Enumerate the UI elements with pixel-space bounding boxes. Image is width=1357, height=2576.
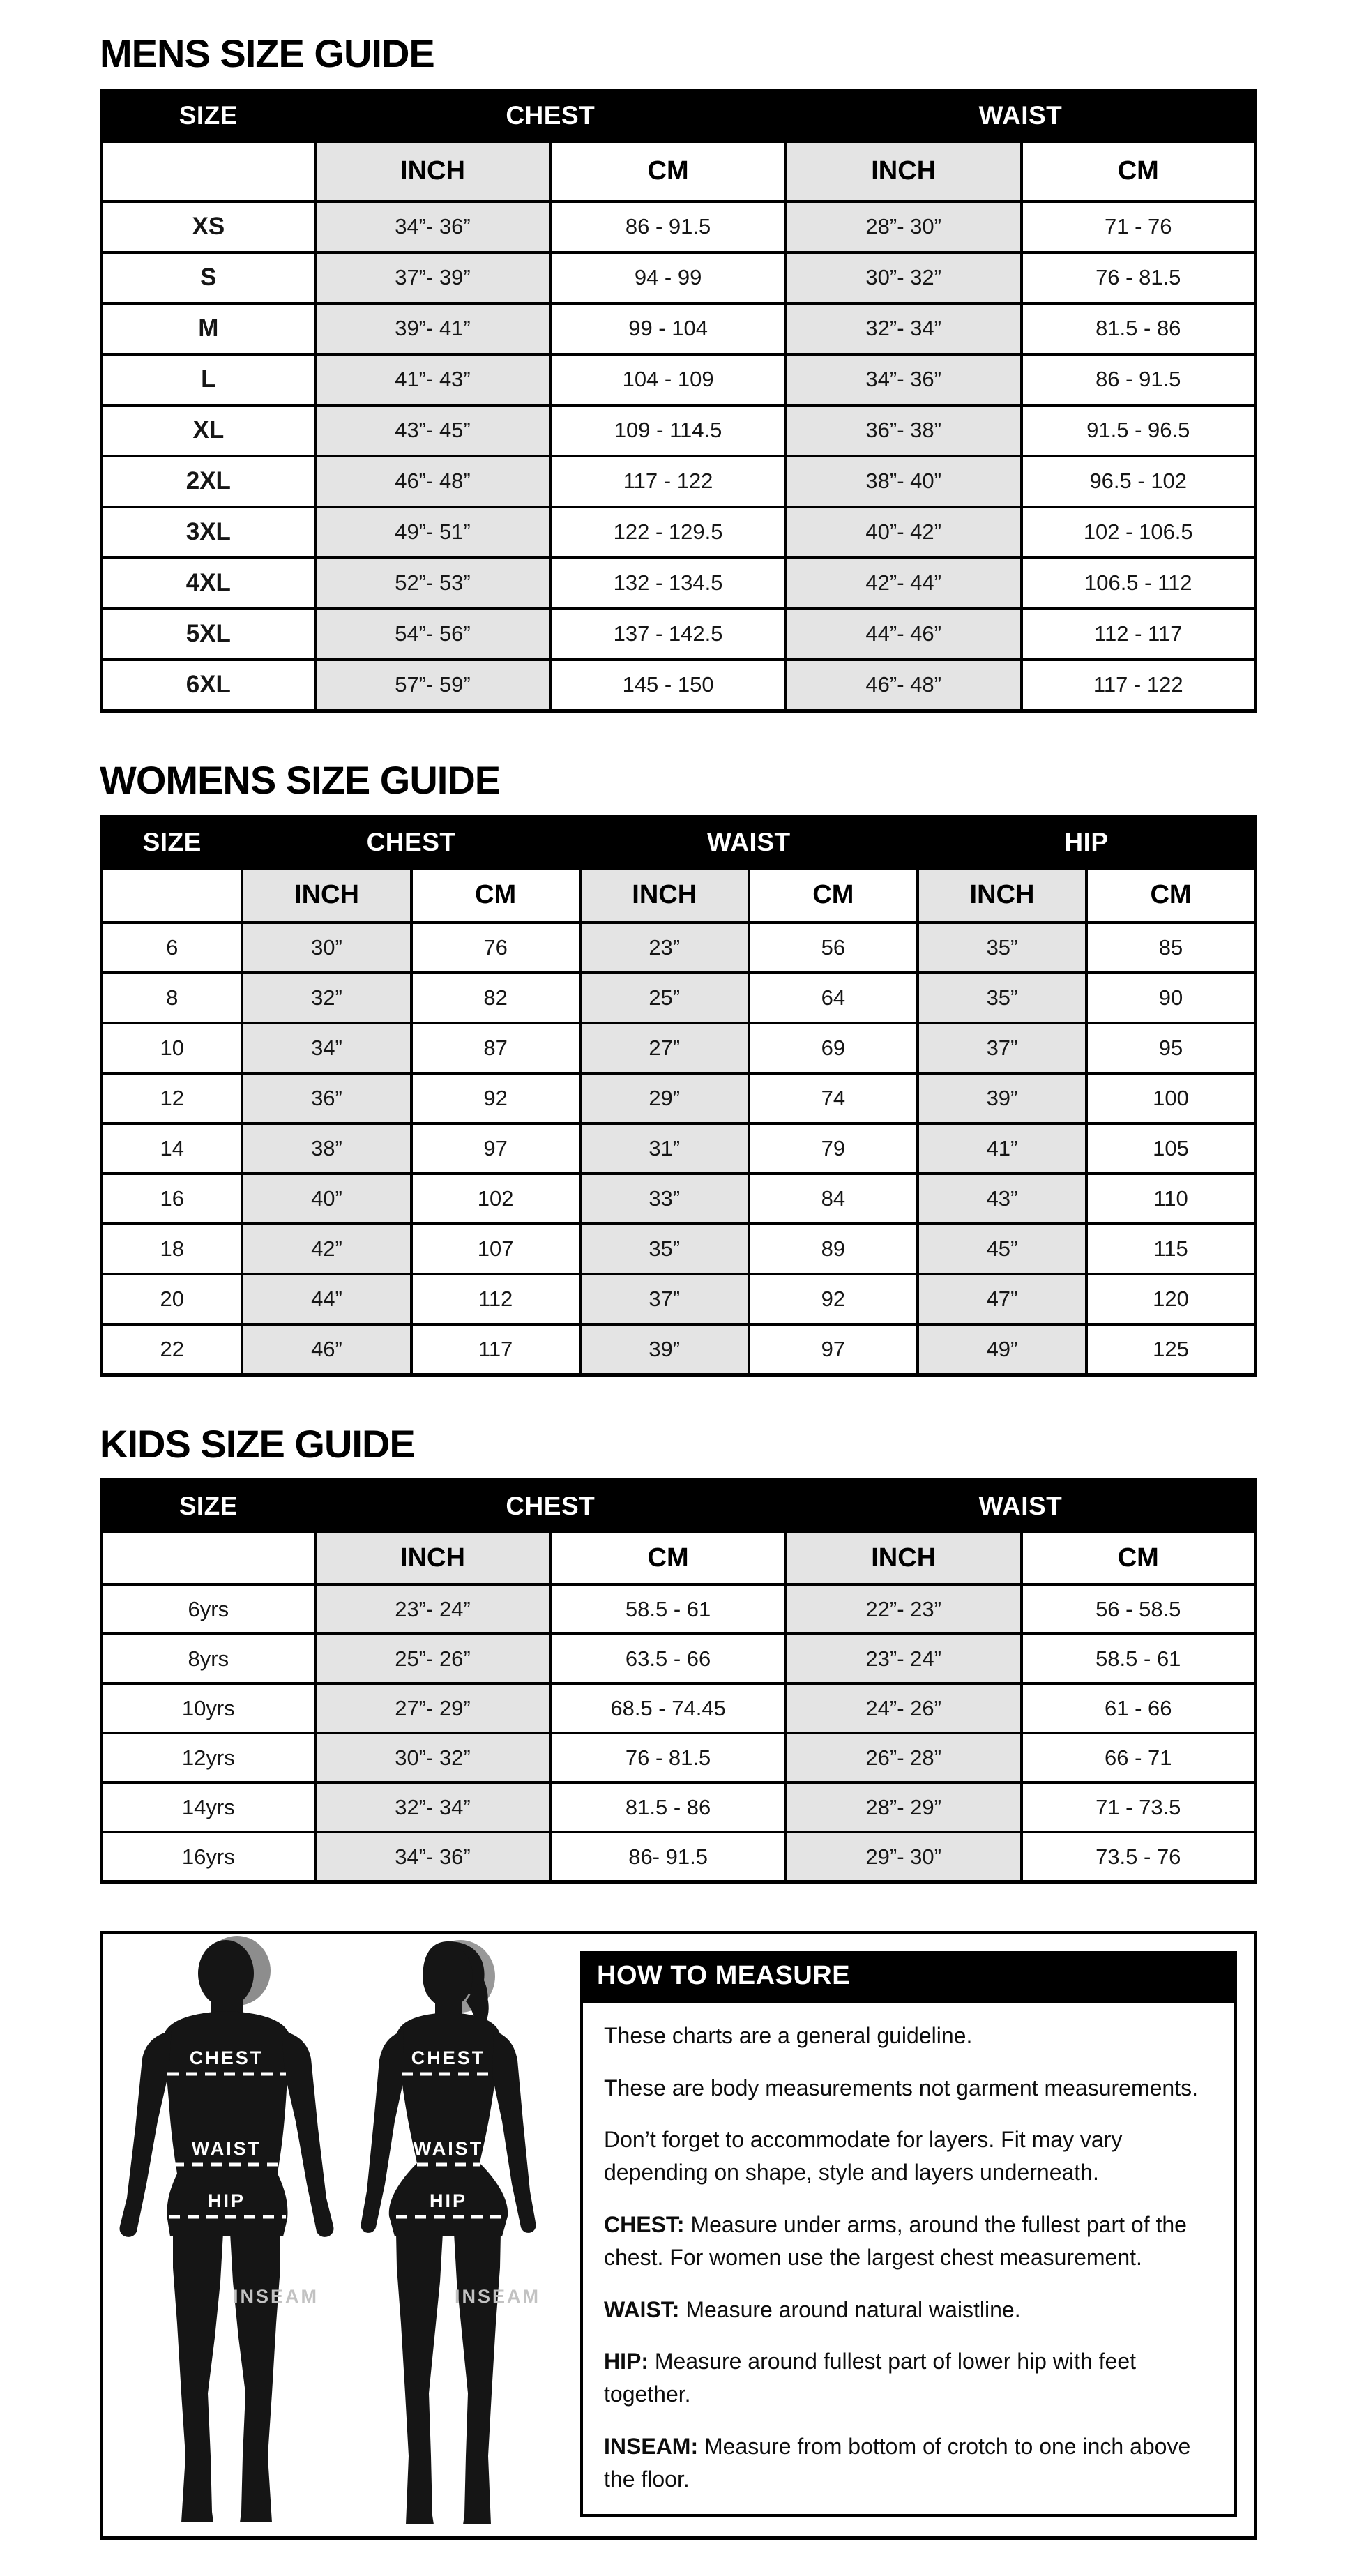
value-cell: 26”- 28” [786,1733,1022,1782]
measure-inseam-instruction: INSEAM: Measure from bottom of crotch to one inch above the floor. [604,2433,1191,2492]
female-head [423,1945,473,2008]
value-cell: 117 - 122 [550,456,786,507]
womens-size-guide-title: WOMENS SIZE GUIDE [100,757,501,802]
value-cell: 32” [242,973,411,1023]
male-silhouette [120,1936,334,2522]
value-cell: 94 - 99 [550,252,786,303]
value-cell: 105 [1086,1123,1255,1174]
measure-note: Don’t forget to accommodate for layers. Fit may vary depending on shape, style and layers underneath. [604,2127,1123,2185]
value-cell: 115 [1086,1224,1255,1274]
size-cell: L [102,354,315,405]
value-cell: 125 [1086,1324,1255,1375]
unit-header-blank [102,868,243,923]
mens-size-guide-section [100,33,1257,713]
value-cell: 104 - 109 [550,354,786,405]
measurement-figures [103,1934,580,2534]
value-cell: 29”- 30” [786,1832,1022,1882]
table-row [102,1324,1256,1375]
value-cell: 24”- 26” [786,1683,1022,1733]
value-cell: 122 - 129.5 [550,507,786,558]
value-cell: 100 [1086,1073,1255,1123]
value-cell: 63.5 - 66 [550,1634,786,1683]
column-group-hip: HIP [918,817,1256,868]
how-to-measure-panel [580,1951,1237,2517]
body-silhouettes-image [103,1934,580,2534]
value-cell: 102 - 106.5 [1022,507,1256,558]
value-cell: 112 - 117 [1022,609,1256,660]
size-cell: 5XL [102,609,315,660]
table-row [102,1274,1256,1324]
value-cell: 97 [411,1123,580,1174]
male-chest-label: CHEST [189,2047,264,2069]
value-cell: 42”- 44” [786,558,1022,609]
size-cell: 10 [102,1023,243,1073]
female-right-leg [454,2233,501,2524]
value-cell: 34”- 36” [315,1832,551,1882]
value-cell: 54”- 56” [315,609,551,660]
unit-header-cm: CM [411,868,580,923]
value-cell: 34” [242,1023,411,1073]
table-row [102,252,1256,303]
value-cell: 132 - 134.5 [550,558,786,609]
unit-header-cm: CM [550,1531,786,1584]
size-cell: XS [102,202,315,252]
value-cell: 56 - 58.5 [1022,1584,1256,1634]
page [100,0,1257,2540]
table-row [102,1733,1256,1782]
womens-size-guide-section [100,757,1257,1377]
kids-size-guide-title: KIDS SIZE GUIDE [100,1421,415,1466]
value-cell: 25”- 26” [315,1634,551,1683]
column-group-size: SIZE [102,90,315,142]
value-cell: 32”- 34” [786,303,1022,354]
measure-chest-instruction: CHEST: Measure under arms, around the fullest part of the chest. For women use the largest chest measurement. [604,2211,1187,2271]
column-group-chest: CHEST [242,817,579,868]
measure-note: These charts are a general guideline. [604,2023,973,2049]
value-cell: 73.5 - 76 [1022,1832,1256,1882]
size-cell: 10yrs [102,1683,315,1733]
how-to-measure-box [100,1931,1257,2540]
value-cell: 79 [749,1123,918,1174]
unit-header-cm: CM [749,868,918,923]
value-cell: 43”- 45” [315,405,551,456]
female-left-leg [396,2233,443,2524]
how-to-measure-title: HOW TO MEASURE [580,1951,1237,2001]
value-cell: 23”- 24” [786,1634,1022,1683]
value-cell: 27” [580,1023,749,1073]
value-cell: 35” [918,923,1086,973]
column-group-chest: CHEST [315,1480,786,1532]
male-hip-label: HIP [207,2190,246,2212]
value-cell: 52”- 53” [315,558,551,609]
value-cell: 85 [1086,923,1255,973]
column-group-size: SIZE [102,1480,315,1532]
unit-header-inch: INCH [315,1531,551,1584]
male-waist-label: WAIST [191,2138,262,2160]
value-cell: 37”- 39” [315,252,551,303]
unit-header-blank [102,142,315,202]
table-row [102,1584,1256,1634]
table-row [102,354,1256,405]
measure-note: These are body measurements not garment measurements. [604,2075,1198,2100]
mens-size-table [100,89,1257,713]
size-cell: 16 [102,1174,243,1224]
value-cell: 107 [411,1224,580,1274]
table-row [102,1174,1256,1224]
value-cell: 34”- 36” [786,354,1022,405]
size-cell: 14 [102,1123,243,1174]
value-cell: 145 - 150 [550,660,786,711]
value-cell: 49”- 51” [315,507,551,558]
value-cell: 36”- 38” [786,405,1022,456]
male-inseam-label: INSEAM [233,2286,319,2308]
value-cell: 39” [918,1073,1086,1123]
male-right-arm [282,2031,333,2237]
value-cell: 106.5 - 112 [1022,558,1256,609]
male-head [198,1940,254,2007]
table-row [102,1832,1256,1882]
value-cell: 27”- 29” [315,1683,551,1733]
value-cell: 43” [918,1174,1086,1224]
female-chest-label: CHEST [411,2047,486,2069]
size-cell: 18 [102,1224,243,1274]
unit-header-inch: INCH [786,142,1022,202]
value-cell: 33” [580,1174,749,1224]
value-cell: 28”- 29” [786,1782,1022,1832]
unit-header-inch: INCH [242,868,411,923]
value-cell: 71 - 73.5 [1022,1782,1256,1832]
value-cell: 91.5 - 96.5 [1022,405,1256,456]
value-cell: 71 - 76 [1022,202,1256,252]
size-cell: 6XL [102,660,315,711]
value-cell: 120 [1086,1274,1255,1324]
value-cell: 102 [411,1174,580,1224]
value-cell: 86 - 91.5 [1022,354,1256,405]
table-row [102,456,1256,507]
kids-size-guide-section [100,1421,1257,1884]
value-cell: 45” [918,1224,1086,1274]
size-cell: 14yrs [102,1782,315,1832]
value-cell: 86 - 91.5 [550,202,786,252]
female-waist-label: WAIST [413,2138,484,2160]
size-cell: M [102,303,315,354]
value-cell: 74 [749,1073,918,1123]
value-cell: 40” [242,1174,411,1224]
value-cell: 117 - 122 [1022,660,1256,711]
value-cell: 117 [411,1324,580,1375]
value-cell: 44” [242,1274,411,1324]
value-cell: 22”- 23” [786,1584,1022,1634]
value-cell: 84 [749,1174,918,1224]
unit-header-inch: INCH [918,868,1086,923]
size-cell: S [102,252,315,303]
womens-size-table [100,815,1257,1377]
unit-header-blank [102,1531,315,1584]
column-group-size: SIZE [102,817,243,868]
mens-size-guide-title: MENS SIZE GUIDE [100,31,434,75]
size-cell: 12yrs [102,1733,315,1782]
column-group-chest: CHEST [315,90,786,142]
value-cell: 38” [242,1123,411,1174]
column-group-waist: WAIST [786,90,1256,142]
value-cell: 25” [580,973,749,1023]
table-row [102,507,1256,558]
value-cell: 35” [580,1224,749,1274]
value-cell: 23”- 24” [315,1584,551,1634]
value-cell: 41”- 43” [315,354,551,405]
value-cell: 86- 91.5 [550,1832,786,1882]
value-cell: 137 - 142.5 [550,609,786,660]
value-cell: 46” [242,1324,411,1375]
column-group-waist: WAIST [580,817,918,868]
group-header-row [102,90,1256,142]
value-cell: 56 [749,923,918,973]
value-cell: 49” [918,1324,1086,1375]
value-cell: 39” [580,1324,749,1375]
unit-header-row [102,142,1256,202]
table-row [102,1073,1256,1123]
table-row [102,1123,1256,1174]
male-right-leg [230,2233,280,2522]
value-cell: 30” [242,923,411,973]
kids-size-table [100,1478,1257,1884]
size-cell: 8 [102,973,243,1023]
size-cell: XL [102,405,315,456]
how-to-measure-text [580,2001,1237,2517]
value-cell: 95 [1086,1023,1255,1073]
value-cell: 112 [411,1274,580,1324]
female-inseam-label: INSEAM [455,2286,541,2308]
table-row [102,558,1256,609]
unit-header-cm: CM [1022,142,1256,202]
value-cell: 37” [918,1023,1086,1073]
value-cell: 109 - 114.5 [550,405,786,456]
unit-header-row [102,1531,1256,1584]
table-row [102,1634,1256,1683]
value-cell: 46”- 48” [315,456,551,507]
measure-hip-instruction: HIP: Measure around fullest part of lower hip with feet together. [604,2348,1137,2407]
unit-header-inch: INCH [786,1531,1022,1584]
measure-waist-instruction: WAIST: Measure around natural waistline. [604,2296,1021,2322]
value-cell: 39”- 41” [315,303,551,354]
size-cell: 6yrs [102,1584,315,1634]
value-cell: 96.5 - 102 [1022,456,1256,507]
value-cell: 30”- 32” [786,252,1022,303]
value-cell: 87 [411,1023,580,1073]
size-cell: 4XL [102,558,315,609]
size-cell: 22 [102,1324,243,1375]
value-cell: 32”- 34” [315,1782,551,1832]
size-cell: 3XL [102,507,315,558]
value-cell: 30”- 32” [315,1733,551,1782]
value-cell: 23” [580,923,749,973]
female-silhouette [361,1940,536,2524]
value-cell: 37” [580,1274,749,1324]
group-header-row [102,817,1256,868]
value-cell: 57”- 59” [315,660,551,711]
value-cell: 61 - 66 [1022,1683,1256,1733]
male-left-leg [173,2233,223,2522]
table-row [102,405,1256,456]
unit-header-inch: INCH [580,868,749,923]
value-cell: 64 [749,973,918,1023]
value-cell: 44”- 46” [786,609,1022,660]
value-cell: 46”- 48” [786,660,1022,711]
group-header-row [102,1480,1256,1532]
table-row [102,1782,1256,1832]
column-group-waist: WAIST [786,1480,1256,1532]
value-cell: 31” [580,1123,749,1174]
value-cell: 41” [918,1123,1086,1174]
value-cell: 35” [918,973,1086,1023]
table-row [102,923,1256,973]
size-cell: 20 [102,1274,243,1324]
value-cell: 82 [411,973,580,1023]
value-cell: 81.5 - 86 [1022,303,1256,354]
table-row [102,609,1256,660]
value-cell: 90 [1086,973,1255,1023]
value-cell: 81.5 - 86 [550,1782,786,1832]
value-cell: 66 - 71 [1022,1733,1256,1782]
value-cell: 99 - 104 [550,303,786,354]
unit-header-cm: CM [1086,868,1255,923]
table-row [102,202,1256,252]
table-row [102,1224,1256,1274]
value-cell: 28”- 30” [786,202,1022,252]
value-cell: 76 - 81.5 [1022,252,1256,303]
value-cell: 97 [749,1324,918,1375]
value-cell: 92 [749,1274,918,1324]
value-cell: 69 [749,1023,918,1073]
value-cell: 29” [580,1073,749,1123]
unit-header-row [102,868,1256,923]
unit-header-inch: INCH [315,142,551,202]
value-cell: 58.5 - 61 [1022,1634,1256,1683]
unit-header-cm: CM [550,142,786,202]
female-hip-label: HIP [429,2190,468,2212]
value-cell: 68.5 - 74.45 [550,1683,786,1733]
size-cell: 12 [102,1073,243,1123]
value-cell: 42” [242,1224,411,1274]
size-cell: 16yrs [102,1832,315,1882]
size-cell: 6 [102,923,243,973]
table-row [102,660,1256,711]
value-cell: 110 [1086,1174,1255,1224]
value-cell: 40”- 42” [786,507,1022,558]
value-cell: 36” [242,1073,411,1123]
value-cell: 47” [918,1274,1086,1324]
table-row [102,1683,1256,1733]
value-cell: 76 - 81.5 [550,1733,786,1782]
value-cell: 34”- 36” [315,202,551,252]
table-row [102,1023,1256,1073]
unit-header-cm: CM [1022,1531,1256,1584]
value-cell: 58.5 - 61 [550,1584,786,1634]
male-left-arm [120,2031,172,2237]
value-cell: 38”- 40” [786,456,1022,507]
value-cell: 76 [411,923,580,973]
value-cell: 92 [411,1073,580,1123]
table-row [102,973,1256,1023]
table-row [102,303,1256,354]
size-cell: 2XL [102,456,315,507]
value-cell: 89 [749,1224,918,1274]
size-cell: 8yrs [102,1634,315,1683]
